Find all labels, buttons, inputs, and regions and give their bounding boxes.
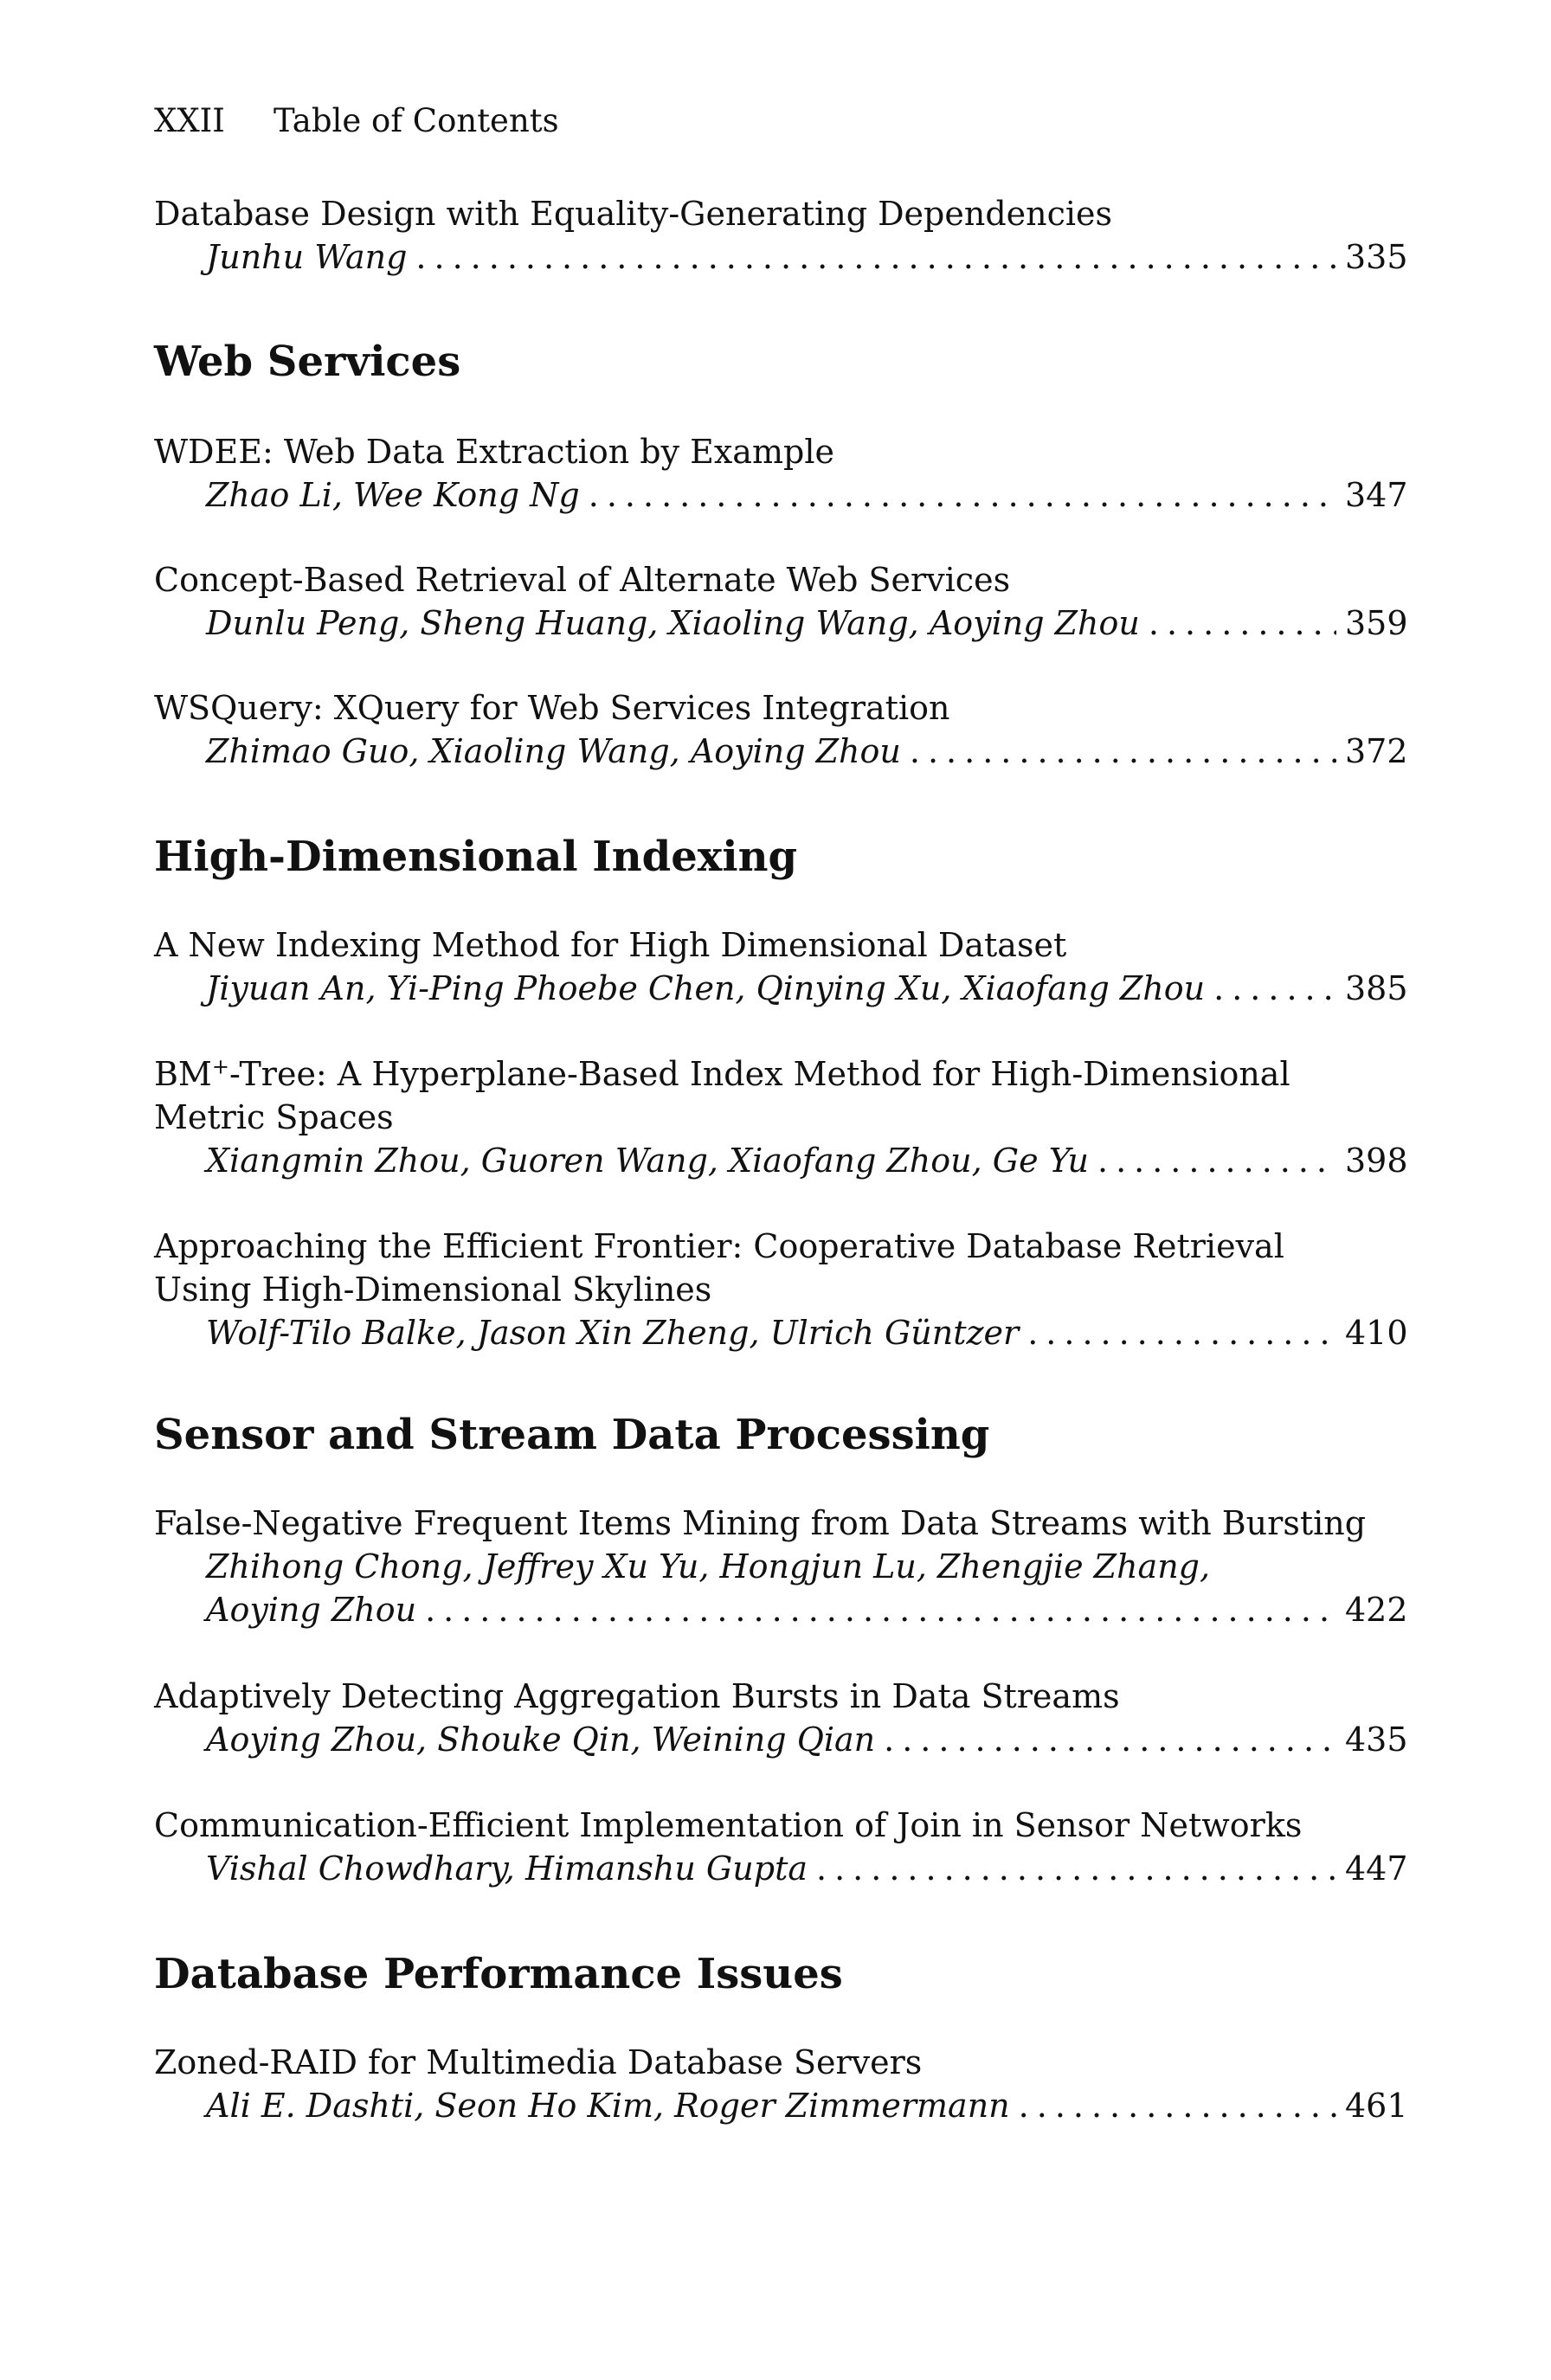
running-title: Table of Contents	[274, 102, 559, 139]
section-title: Database Performance Issues	[154, 1950, 843, 1998]
section-title: Web Services	[154, 338, 461, 386]
entry-authors: Zhimao Guo, Xiaoling Wang, Aoying Zhou	[206, 732, 901, 770]
entry-title: Zoned-RAID for Multimedia Database Servers	[154, 2043, 923, 2081]
running-header	[154, 102, 559, 139]
entry-author-line	[154, 473, 1408, 517]
toc-entry	[154, 430, 1408, 517]
toc-entry	[154, 1052, 1408, 1182]
dot-leader	[1213, 967, 1336, 1010]
entry-authors: Zhao Li, Wee Kong Ng	[206, 476, 580, 514]
entry-page: 347	[1345, 476, 1408, 514]
entry-page: 447	[1345, 1849, 1408, 1888]
entry-page: 461	[1345, 2087, 1408, 2125]
entry-authors-line1: Zhihong Chong, Jeffrey Xu Yu, Hongjun Lu, Zhengjie Zhang,	[206, 1547, 1211, 1586]
entry-title: Approaching the Efficient Frontier: Cooperative Database Retrieval	[154, 1227, 1284, 1265]
entry-author-line	[154, 1311, 1408, 1354]
page-number: XXII	[154, 102, 225, 139]
toc-entry	[154, 2041, 1408, 2127]
entry-authors: Wolf-Tilo Balke, Jason Xin Zheng, Ulrich Güntzer	[206, 1314, 1020, 1352]
section-heading	[154, 1950, 1400, 1998]
dot-leader	[425, 1588, 1336, 1631]
entry-title: A New Indexing Method for High Dimensional Dataset	[154, 926, 1067, 964]
entry-authors: Dunlu Peng, Sheng Huang, Xiaoling Wang, Aoying Zhou	[206, 604, 1140, 642]
entry-page: 422	[1345, 1591, 1408, 1629]
entry-title: Concept-Based Retrieval of Alternate Web Services	[154, 561, 1011, 599]
section-heading	[154, 1411, 1400, 1459]
entry-authors: Aoying Zhou	[206, 1591, 417, 1629]
entry-author-line	[154, 601, 1408, 645]
entry-title: WSQuery: XQuery for Web Services Integration	[154, 689, 950, 727]
toc-entry	[154, 192, 1408, 279]
entry-authors: Xiangmin Zhou, Guoren Wang, Xiaofang Zhou, Ge Yu	[206, 1142, 1089, 1180]
entry-author-line	[154, 1588, 1408, 1631]
entry-author-line	[154, 730, 1408, 773]
entry-author-line	[154, 967, 1408, 1010]
toc-entry	[154, 923, 1408, 1010]
entry-author-line	[154, 1718, 1408, 1761]
entry-authors: Aoying Zhou, Shouke Qin, Weining Qian	[206, 1721, 876, 1759]
entry-title-line2: Using High-Dimensional Skylines	[154, 1270, 712, 1309]
entry-author-line	[154, 2084, 1408, 2127]
entry-page: 359	[1345, 604, 1408, 642]
entry-page: 398	[1345, 1142, 1408, 1180]
dot-leader	[589, 473, 1336, 517]
toc-entry	[154, 558, 1408, 645]
dot-leader	[910, 730, 1336, 773]
dot-leader	[415, 235, 1336, 279]
entry-title: Database Design with Equality-Generating Dependencies	[154, 195, 1113, 233]
dot-leader	[1149, 601, 1336, 645]
toc-entry	[154, 1675, 1408, 1761]
entry-title: WDEE: Web Data Extraction by Example	[154, 433, 834, 471]
title-prefix: BM	[154, 1055, 212, 1093]
section-heading	[154, 833, 1400, 881]
entry-authors: Junhu Wang	[206, 238, 408, 276]
entry-authors: Vishal Chowdhary, Himanshu Gupta	[206, 1849, 808, 1888]
dot-leader	[884, 1718, 1336, 1761]
entry-title: Communication-Efficient Implementation of Join in Sensor Networks	[154, 1806, 1303, 1844]
entry-title: Adaptively Detecting Aggregation Bursts in Data Streams	[154, 1677, 1120, 1715]
entry-author-line	[154, 235, 1408, 279]
entry-authors: Ali E. Dashti, Seon Ho Kim, Roger Zimmermann	[206, 2087, 1010, 2125]
entry-title	[154, 1052, 1400, 1096]
title-rest: -Tree: A Hyperplane-Based Index Method for High-Dimensional	[228, 1055, 1290, 1093]
entry-page: 335	[1345, 238, 1408, 276]
entry-page: 435	[1345, 1721, 1408, 1759]
section-title: High-Dimensional Indexing	[154, 833, 798, 881]
entry-page: 410	[1345, 1314, 1408, 1352]
section-title: Sensor and Stream Data Processing	[154, 1411, 990, 1459]
dot-leader	[1027, 1311, 1336, 1354]
entry-author-line	[154, 1847, 1408, 1890]
dot-leader	[816, 1847, 1336, 1890]
entry-title-line2: Metric Spaces	[154, 1098, 394, 1136]
toc-entry	[154, 1225, 1408, 1354]
toc-entry	[154, 686, 1408, 773]
toc-entry	[154, 1804, 1408, 1890]
toc-entry	[154, 1502, 1408, 1631]
entry-authors: Jiyuan An, Yi-Ping Phoebe Chen, Qinying Xu, Xiaofang Zhou	[206, 969, 1206, 1007]
dot-leader	[1019, 2084, 1336, 2127]
dot-leader	[1097, 1139, 1336, 1182]
title-superscript: +	[211, 1054, 229, 1079]
entry-title: False-Negative Frequent Items Mining from Data Streams with Bursting	[154, 1504, 1367, 1542]
entry-author-line	[154, 1139, 1408, 1182]
entry-page: 385	[1345, 969, 1408, 1007]
section-heading	[154, 338, 1400, 386]
entry-page: 372	[1345, 732, 1408, 770]
